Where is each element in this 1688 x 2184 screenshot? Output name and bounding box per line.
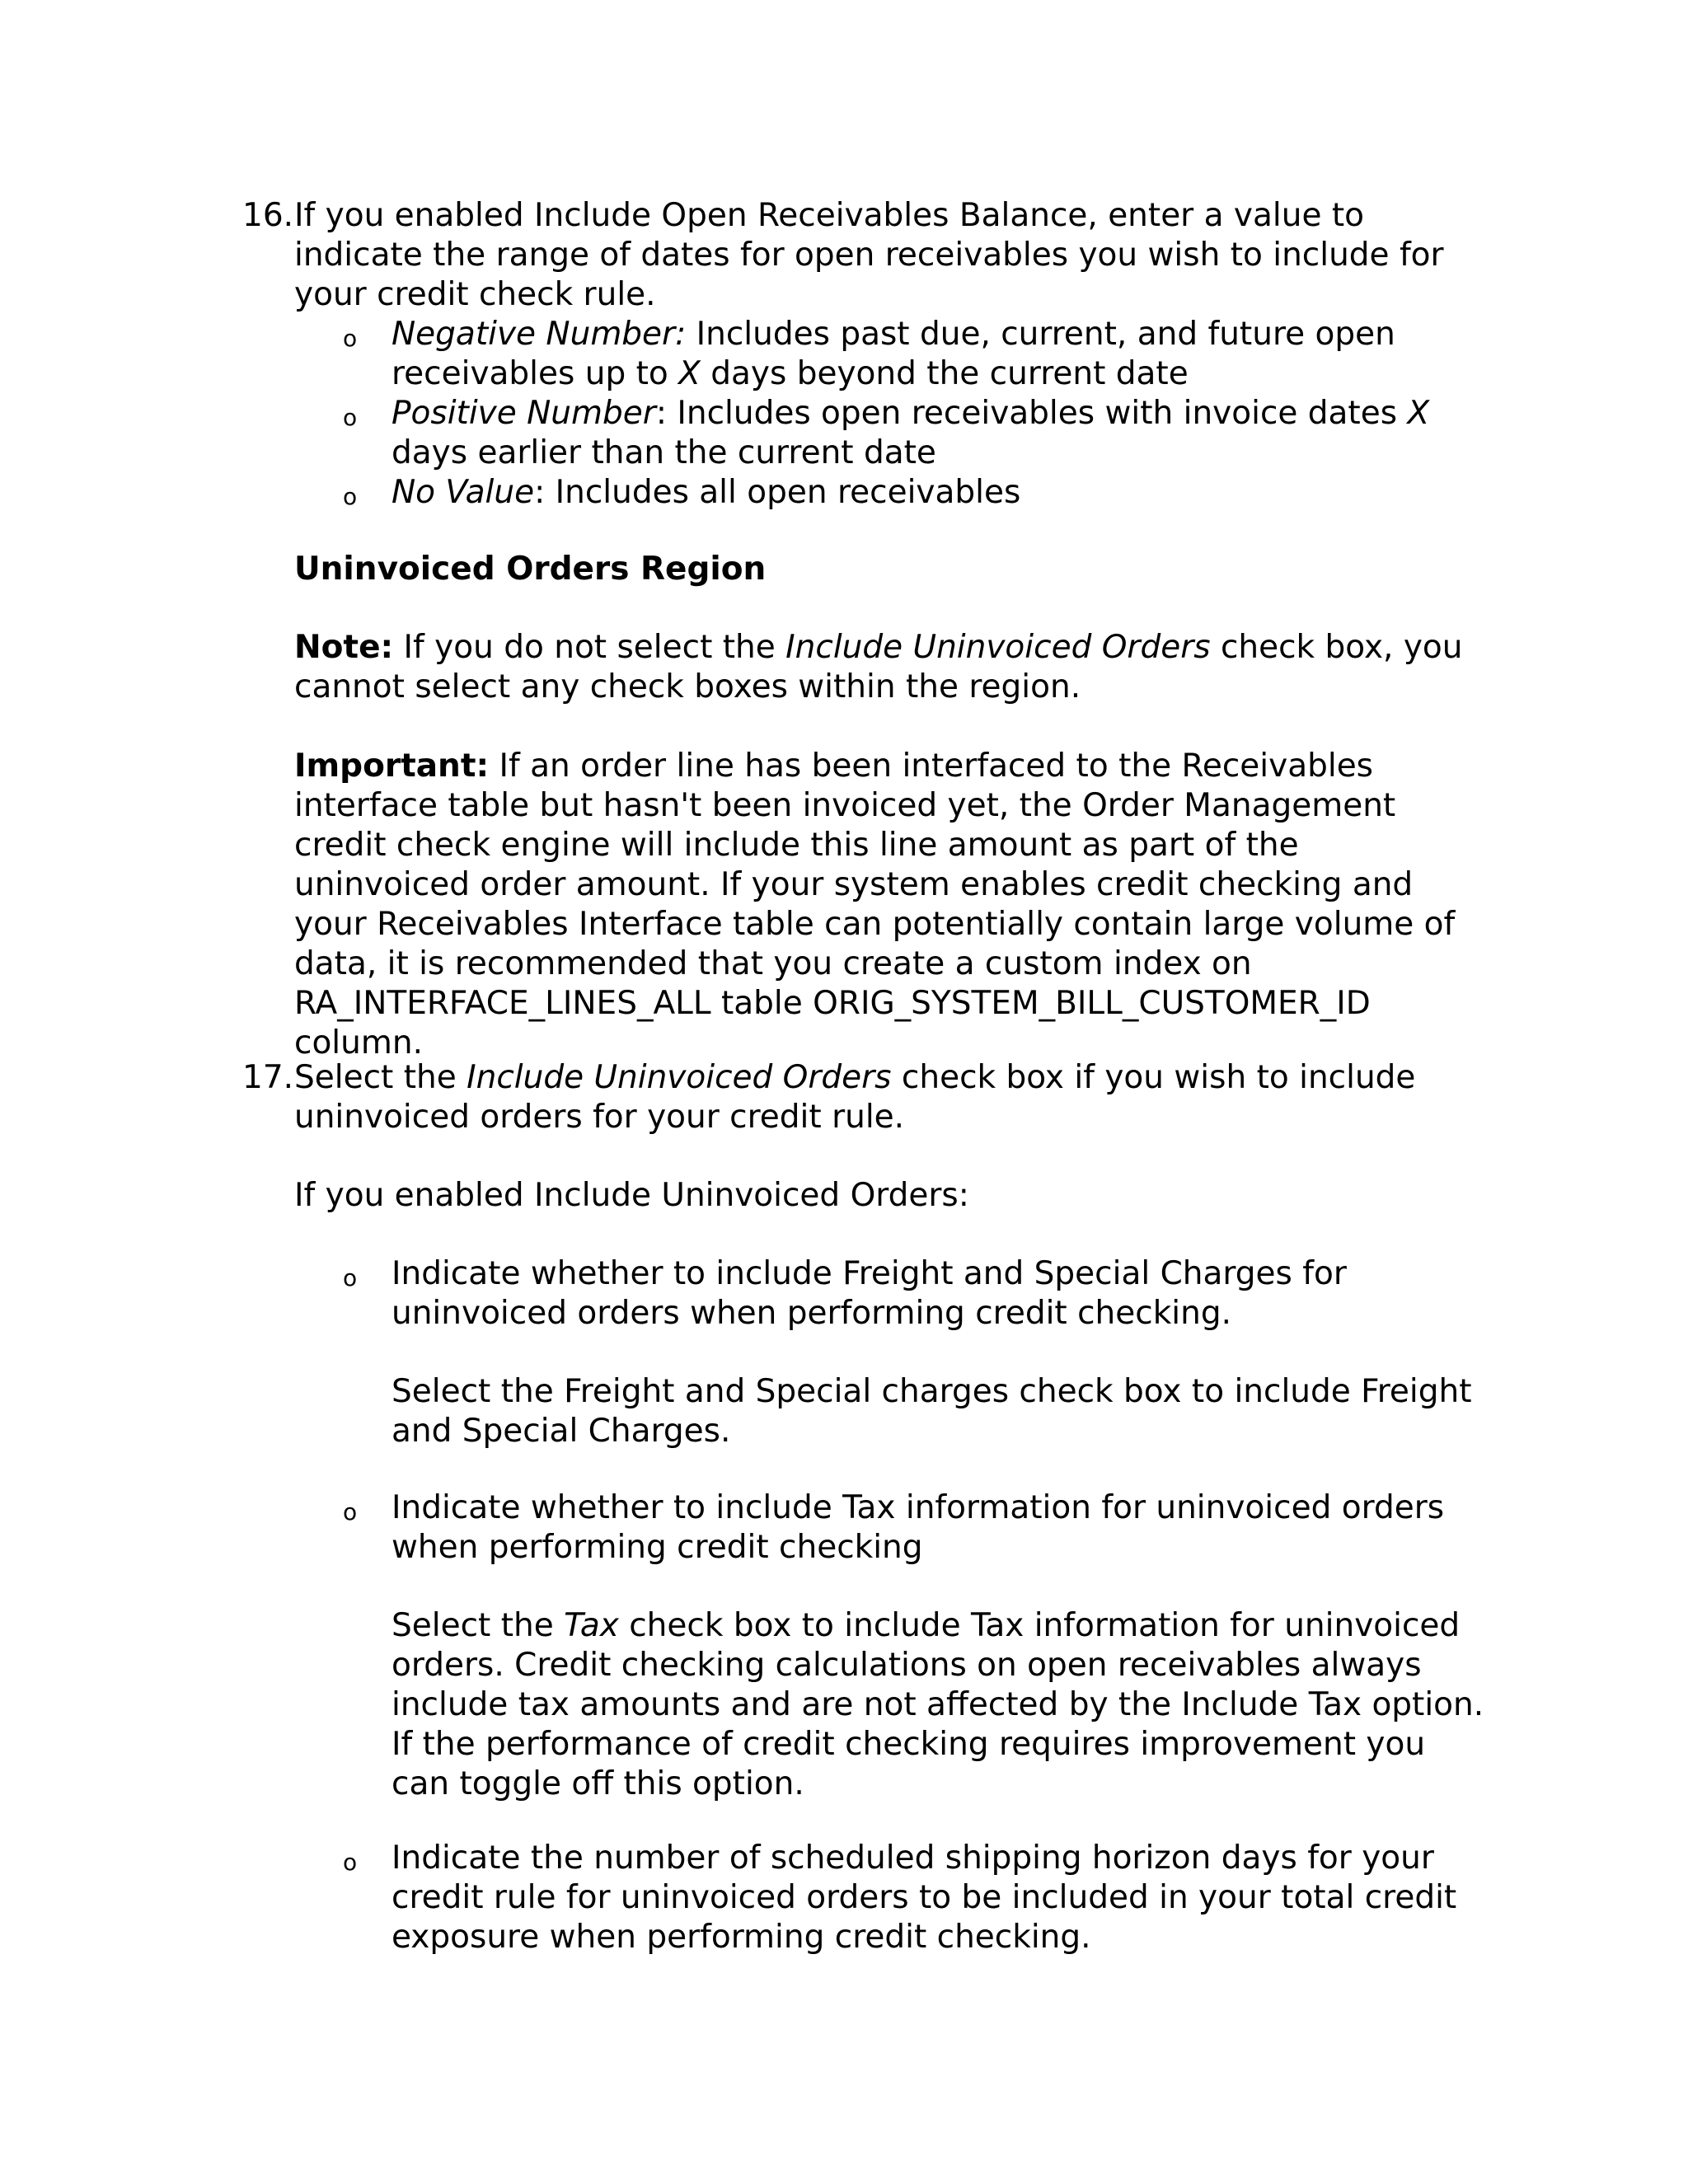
important-paragraph: Important: If an order line has been interfaced to the Receivables interface table but hasn't been invoiced yet, the Order Management credit check engine will include this line amount as part of the uninvoiced order amount. If your system enables credit checking and your Receivables Interface table can potentially contain large volume of data, it is recommended that you create a custom index on RA_INTERFACE_LINES_ALL table ORIG_SYSTEM_BILL_CUSTOMER_ID column.: [294, 748, 1456, 1062]
list-number-16: 16.: [242, 197, 294, 234]
term-negative-number: Negative Number:: [392, 316, 687, 353]
bullet-icon: o: [343, 325, 358, 352]
bullet-freight-detail: Select the Freight and Special charges check box to include Freight and Special Charges.: [392, 1373, 1472, 1450]
bullet-freight: Indicate whether to include Freight and Special Charges for uninvoiced orders when performing credit checking.: [392, 1255, 1347, 1332]
note-label: Note:: [294, 629, 394, 666]
bullet-icon: o: [343, 1264, 358, 1291]
bullet-no-value: No Value: Includes all open receivables: [392, 474, 1021, 511]
bullet-shipping-horizon: Indicate the number of scheduled shipping horizon days for your credit rule for uninvoiced orders to be included in your total credit exposure when performing credit checking.: [392, 1840, 1457, 1956]
bullet-negative-number: Negative Number: Includes past due, current, and future open receivables up to X days beyond the current date: [392, 316, 1395, 392]
item-17-intro: If you enabled Include Uninvoiced Orders:: [294, 1177, 969, 1214]
term-positive-number: Positive Number: [392, 395, 656, 432]
term-no-value: No Value: [392, 474, 535, 511]
bullet-icon: o: [343, 404, 358, 431]
item-16-text: If you enabled Include Open Receivables Balance, enter a value to indicate the range of dates for open receivables you wish to include for your credit check rule.: [294, 197, 1444, 313]
bullet-icon: o: [343, 1849, 358, 1876]
bullet-icon: o: [343, 1498, 358, 1526]
item-17-text: Select the Include Uninvoiced Orders check box if you wish to include uninvoiced orders for your credit rule.: [294, 1059, 1416, 1136]
bullet-tax-detail: Select the Tax check box to include Tax information for uninvoiced orders. Credit checking calculations on open receivables always include tax amounts and are not affected by the Include Tax option. If the performance of credit checking requires improvement you can toggle off this option.: [392, 1607, 1484, 1802]
section-heading: Uninvoiced Orders Region: [294, 551, 767, 588]
important-label: Important:: [294, 748, 490, 785]
note-paragraph: Note: If you do not select the Include Uninvoiced Orders check box, you cannot select any check boxes within the region.: [294, 629, 1463, 705]
bullet-icon: o: [343, 483, 358, 510]
bullet-positive-number: Positive Number: Includes open receivables with invoice dates X days earlier than the current date: [392, 395, 1430, 471]
bullet-tax: Indicate whether to include Tax information for uninvoiced orders when performing credit checking: [392, 1489, 1445, 1566]
list-number-17: 17.: [242, 1059, 294, 1096]
